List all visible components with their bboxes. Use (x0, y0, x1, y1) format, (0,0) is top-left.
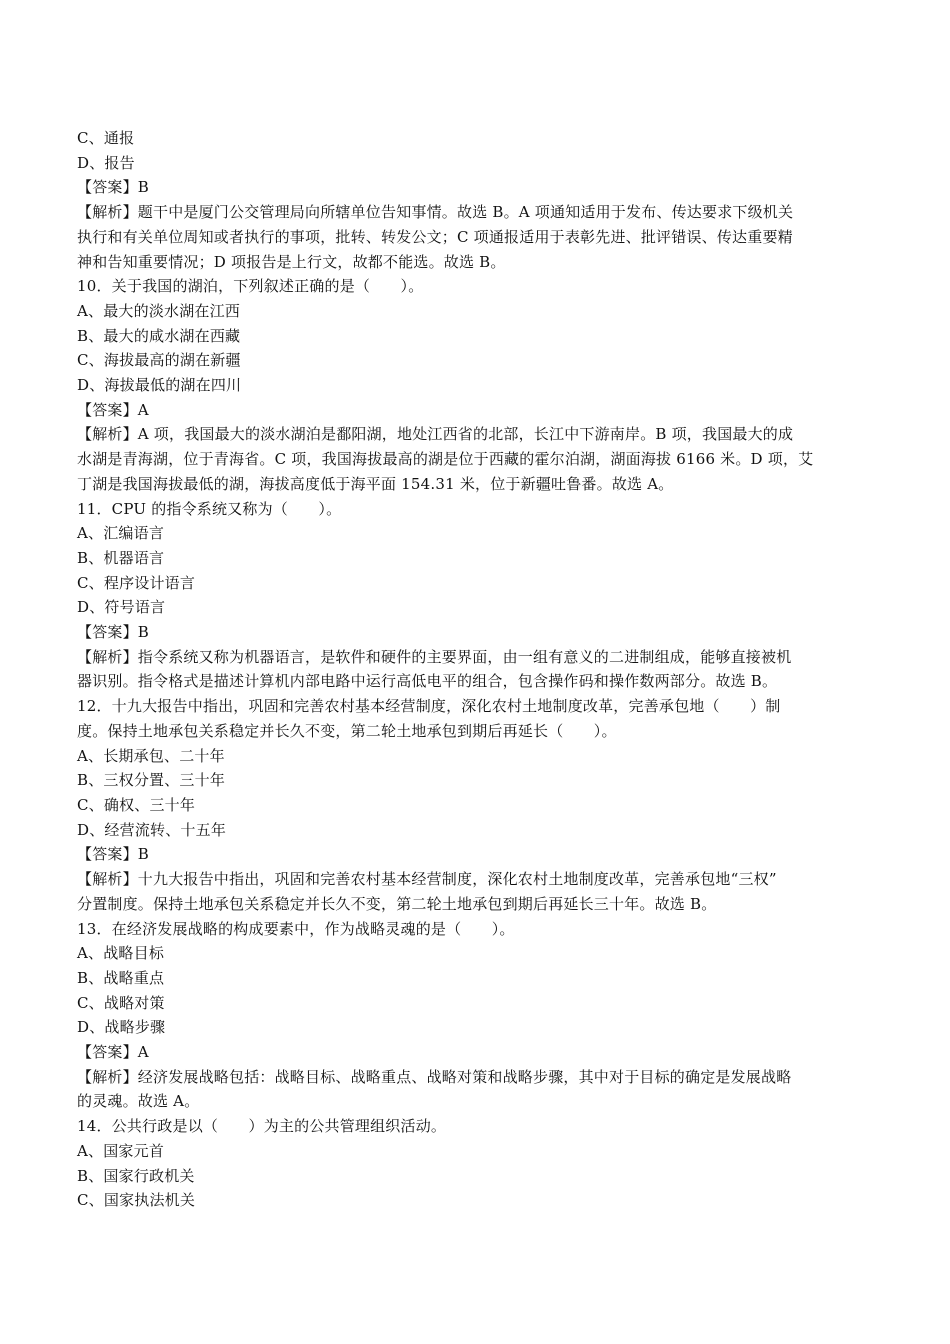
option-d: D、战略步骤 (77, 1018, 166, 1037)
option-a: A、最大的淡水湖在江西 (77, 301, 241, 320)
option-b: B、三权分置、三十年 (77, 771, 226, 790)
option-a: A、长期承包、二十年 (77, 746, 225, 765)
question-13: 13．在经济发展战略的构成要素中，作为战略灵魂的是（ ）。 (77, 919, 515, 938)
analysis-line: 【解析】A 项，我国最大的淡水湖泊是鄱阳湖，地处江西省的北部，长江中下游南岸。B 项，我国最大的成 (77, 425, 794, 444)
answer: 【答案】B (77, 845, 150, 864)
option-a: A、战略目标 (77, 944, 165, 963)
question-12-cont: 度。保持土地承包关系稳定并长久不变，第二轮土地承包到期后再延长（ ）。 (77, 721, 617, 740)
analysis-line: 【解析】十九大报告中指出，巩固和完善农村基本经营制度，深化农村土地制度改革，完善承包地“三权” (77, 870, 777, 889)
option-c: C、程序设计语言 (77, 573, 196, 592)
option-c: C、国家执法机关 (77, 1191, 196, 1210)
option-c: C、通报 (77, 129, 135, 147)
analysis-line: 【解析】经济发展战略包括：战略目标、战略重点、战略对策和战略步骤，其中对于目标的确定是发展战略 (77, 1067, 792, 1086)
analysis-line: 【解析】指令系统又称为机器语言，是软件和硬件的主要界面，由一组有意义的二进制组成，能够直接被机 (77, 647, 792, 666)
analysis-line: 丁湖是我国海拔最低的湖，海拔高度低于海平面 154.31 米，位于新疆吐鲁番。故选 A。 (77, 474, 674, 493)
option-c: C、确权、三十年 (77, 795, 196, 814)
option-c: C、海拔最高的湖在新疆 (77, 351, 241, 370)
option-d: D、符号语言 (77, 598, 166, 617)
question-10: 10．关于我国的湖泊，下列叙述正确的是（ ）。 (77, 277, 424, 296)
document-page (77, 126, 877, 1213)
answer: 【答案】B (77, 178, 150, 197)
analysis-line: 【解析】题干中是厦门公交管理局向所辖单位告知事情。故选 B。A 项通知适用于发布、传达要求下级机关 (77, 203, 794, 222)
option-b: B、国家行政机关 (77, 1166, 195, 1185)
question-11: 11．CPU 的指令系统又称为（ ）。 (77, 499, 342, 518)
answer: 【答案】A (77, 1043, 149, 1062)
question-12: 12．十九大报告中指出，巩固和完善农村基本经营制度，深化农村土地制度改革，完善承包地（ ）制 (77, 697, 781, 716)
option-a: A、国家元首 (77, 1141, 165, 1160)
option-b: B、战略重点 (77, 968, 165, 987)
answer: 【答案】B (77, 623, 150, 642)
question-14: 14．公共行政是以（ ）为主的公共管理组织活动。 (77, 1117, 447, 1136)
analysis-line: 器识别。指令格式是描述计算机内部电路中运行高低电平的组合，包含操作码和操作数两部分。故选 B。 (77, 672, 778, 691)
option-d: D、报告 (77, 153, 135, 172)
option-a: A、汇编语言 (77, 524, 165, 543)
option-b: B、机器语言 (77, 548, 165, 567)
analysis-line: 的灵魂。故选 A。 (77, 1092, 200, 1111)
option-d: D、海拔最低的湖在四川 (77, 376, 242, 395)
analysis-line: 分置制度。保持土地承包关系稳定并长久不变，第二轮土地承包到期后再延长三十年。故选 B。 (77, 894, 717, 913)
option-c: C、战略对策 (77, 993, 165, 1012)
option-b: B、最大的咸水湖在西藏 (77, 326, 241, 345)
analysis-line: 水湖是青海湖，位于青海省。C 项，我国海拔最高的湖是位于西藏的霍尔泊湖，湖面海拔 6166 米。D 项，艾 (77, 450, 814, 469)
answer: 【答案】A (77, 400, 149, 419)
option-d: D、经营流转、十五年 (77, 820, 227, 839)
analysis-line: 执行和有关单位周知或者执行的事项，批转、转发公文；C 项通报适用于表彰先进、批评错误、传达重要精 (77, 227, 793, 246)
analysis-line: 神和告知重要情况；D 项报告是上行文，故都不能选。故选 B。 (77, 252, 506, 271)
